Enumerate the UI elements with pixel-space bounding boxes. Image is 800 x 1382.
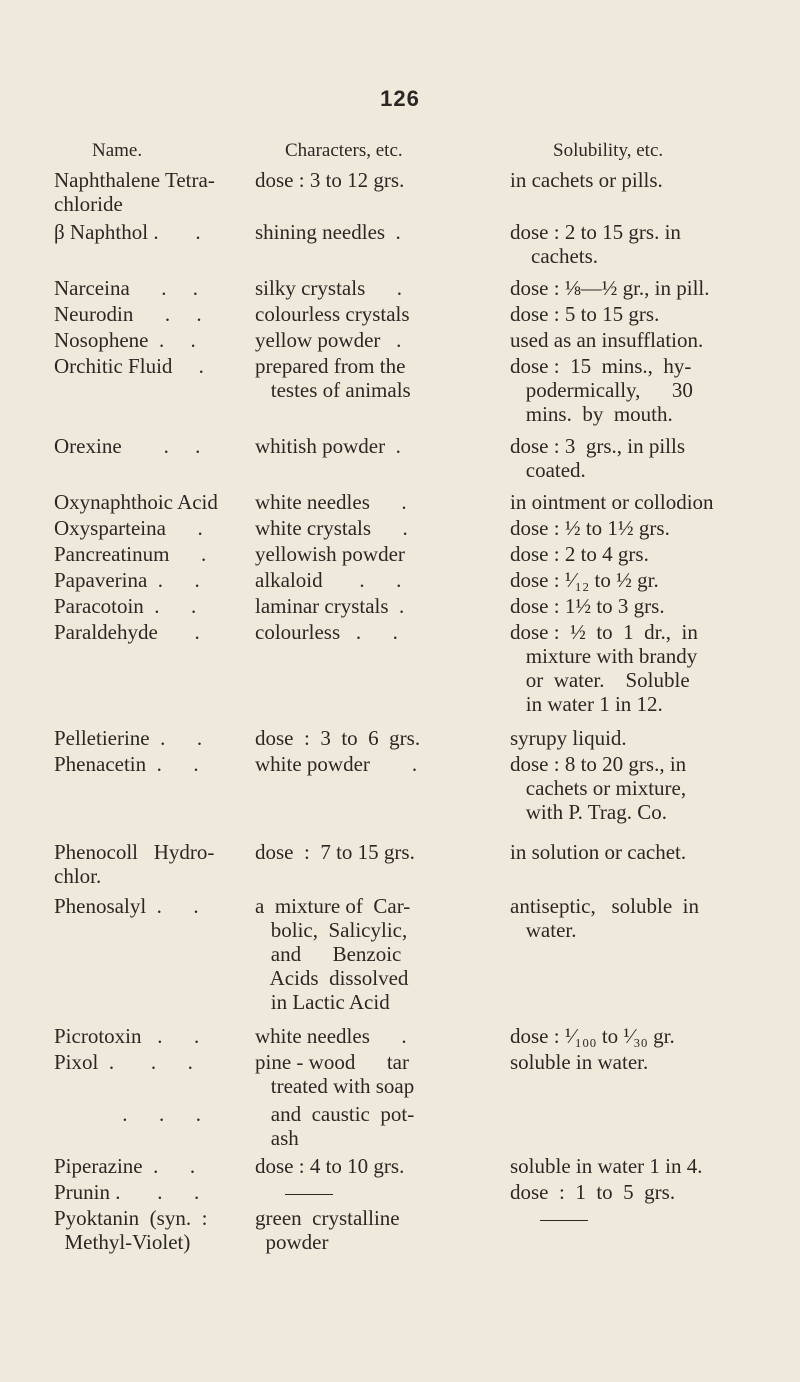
name-cell-line: Oxysparteina . xyxy=(54,516,203,540)
name-cell xyxy=(54,726,202,750)
table-row xyxy=(0,168,800,220)
characters-cell xyxy=(255,328,401,352)
characters-cell-line: bolic, Salicylic, xyxy=(255,918,408,942)
table-row xyxy=(0,1180,800,1206)
solubility-cell-line: dose : 1½ to 3 grs. xyxy=(510,594,665,618)
characters-cell xyxy=(255,542,405,566)
characters-cell-line: yellowish powder xyxy=(255,542,405,566)
characters-cell-line: white powder . xyxy=(255,752,418,776)
name-cell xyxy=(54,168,215,216)
solubility-cell-line: dose : 1 to 5 grs. xyxy=(510,1180,676,1204)
characters-cell xyxy=(255,1180,333,1204)
solubility-cell-line: in solution or cachet. xyxy=(510,840,687,864)
characters-cell-line: colourless crystals xyxy=(255,302,410,326)
name-cell xyxy=(54,894,199,918)
characters-cell-line: and caustic pot- xyxy=(255,1102,415,1126)
solubility-cell-line: in cachets or pills. xyxy=(510,168,663,192)
name-cell-line: Prunin . . . xyxy=(54,1180,200,1204)
name-cell-line: Paracotoin . . xyxy=(54,594,197,618)
name-cell-line: Pyoktanin (syn. : xyxy=(54,1206,208,1230)
name-cell-line: Phenacetin . . xyxy=(54,752,199,776)
solubility-cell-line: dose : 8 to 20 grs., in xyxy=(510,752,687,776)
characters-cell-line: testes of animals xyxy=(255,378,411,402)
solubility-cell xyxy=(510,1154,702,1178)
name-cell xyxy=(54,516,203,540)
characters-cell-line: prepared from the xyxy=(255,354,406,378)
table-row xyxy=(0,594,800,620)
table-row xyxy=(0,620,800,726)
characters-cell xyxy=(255,302,410,326)
name-cell-line: . . . xyxy=(54,1102,201,1126)
table-row xyxy=(0,1154,800,1180)
table-row xyxy=(0,752,800,840)
table-row xyxy=(0,490,800,516)
name-cell xyxy=(54,1154,195,1178)
solubility-cell xyxy=(510,620,698,716)
name-cell xyxy=(54,434,200,458)
name-cell xyxy=(54,220,201,244)
table-row xyxy=(0,302,800,328)
name-cell xyxy=(54,490,218,514)
characters-cell xyxy=(255,620,398,644)
name-cell xyxy=(54,542,206,566)
solubility-cell xyxy=(510,168,663,192)
name-cell xyxy=(54,568,200,592)
table-row xyxy=(0,568,800,594)
solubility-cell-line: used as an insufflation. xyxy=(510,328,704,352)
name-cell-line: Pancreatinum . xyxy=(54,542,207,566)
solubility-cell xyxy=(510,594,665,618)
solubility-cell-line: dose : ⅛—½ gr., in pill. xyxy=(510,276,710,300)
name-cell-line: Naphthalene Tetra- xyxy=(54,168,215,192)
solubility-cell-line: or water. Soluble xyxy=(510,668,690,692)
solubility-cell-line: mins. by mouth. xyxy=(510,402,673,426)
name-cell-line: Methyl-Violet) xyxy=(54,1230,191,1254)
table-row xyxy=(0,1102,800,1154)
table-row xyxy=(0,434,800,490)
characters-cell xyxy=(255,1050,414,1098)
characters-cell-line: shining needles . xyxy=(255,220,401,244)
characters-cell-line: and Benzoic xyxy=(255,942,402,966)
characters-cell xyxy=(255,168,404,192)
solubility-cell xyxy=(510,1050,648,1074)
name-cell xyxy=(54,302,202,326)
solubility-cell-line: cachets. xyxy=(510,244,599,268)
name-cell xyxy=(54,594,196,618)
solubility-cell-line: cachets or mixture, xyxy=(510,776,687,800)
name-cell-line: Orexine . . xyxy=(54,434,201,458)
solubility-cell-line: water. xyxy=(510,918,577,942)
name-cell-line: Papaverina . . xyxy=(54,568,200,592)
characters-cell-line: alkaloid . . xyxy=(255,568,402,592)
solubility-cell-line: dose : 3 grs., in pills xyxy=(510,434,686,458)
name-cell-line: Phenocoll Hydro- xyxy=(54,840,215,864)
name-cell xyxy=(54,1180,199,1204)
solubility-cell-line: syrupy liquid. xyxy=(510,726,627,750)
characters-cell-line: colourless . . xyxy=(255,620,398,644)
dash-rule xyxy=(540,1220,588,1221)
name-cell-line: chloride xyxy=(54,192,123,216)
solubility-cell-line: coated. xyxy=(510,458,586,482)
name-cell-line: Phenosalyl . . xyxy=(54,894,199,918)
column-header-name: Name. xyxy=(92,140,143,161)
name-cell xyxy=(54,354,204,378)
solubility-cell xyxy=(510,276,710,300)
table-row xyxy=(0,894,800,1024)
column-header-characters: Characters, etc. xyxy=(285,140,403,161)
characters-cell xyxy=(255,1154,404,1178)
dash-rule xyxy=(285,1194,333,1195)
characters-cell xyxy=(255,490,407,514)
table-row xyxy=(0,726,800,752)
characters-cell-line: a mixture of Car- xyxy=(255,894,411,918)
characters-cell xyxy=(255,894,410,1014)
name-cell xyxy=(54,328,196,352)
table-row xyxy=(0,354,800,434)
characters-cell xyxy=(255,1024,407,1048)
table-row xyxy=(0,1024,800,1050)
solubility-cell xyxy=(510,894,699,942)
table-row xyxy=(0,840,800,894)
solubility-cell xyxy=(510,752,686,824)
solubility-cell-line: dose : ½ to 1½ grs. xyxy=(510,516,670,540)
solubility-cell xyxy=(510,1024,675,1048)
characters-cell xyxy=(255,594,404,618)
solubility-cell-line: in ointment or collodion xyxy=(510,490,714,514)
solubility-cell-line: dose : 15 mins., hy- xyxy=(510,354,692,378)
name-cell xyxy=(54,620,200,644)
characters-cell xyxy=(255,840,415,864)
solubility-cell xyxy=(510,516,670,540)
solubility-cell-line: soluble in water 1 in 4. xyxy=(510,1154,703,1178)
solubility-cell-line: soluble in water. xyxy=(510,1050,649,1074)
column-header-solubility: Solubility, etc. xyxy=(553,140,664,161)
table-row xyxy=(0,1206,800,1260)
characters-cell xyxy=(255,1102,414,1150)
solubility-cell xyxy=(510,568,659,592)
characters-cell-line: dose : 3 to 12 grs. xyxy=(255,168,405,192)
solubility-cell-line: dose : ¹⁄₁₀₀ to ¹⁄₃₀ gr. xyxy=(510,1024,675,1048)
solubility-cell xyxy=(510,434,685,482)
characters-cell-line: yellow powder . xyxy=(255,328,402,352)
table-row xyxy=(0,220,800,276)
characters-cell-line: laminar crystals . xyxy=(255,594,405,618)
characters-cell xyxy=(255,516,408,540)
table-row xyxy=(0,328,800,354)
characters-cell-line: pine - wood tar xyxy=(255,1050,409,1074)
solubility-cell xyxy=(510,726,627,750)
solubility-cell xyxy=(510,1180,675,1204)
characters-cell xyxy=(255,752,417,776)
characters-cell-line: silky crystals . xyxy=(255,276,402,300)
name-cell-line: Oxynaphthoic Acid xyxy=(54,490,218,514)
name-cell-line: β Naphthol . . xyxy=(54,220,201,244)
name-cell xyxy=(54,1050,193,1074)
solubility-cell-line: with P. Trag. Co. xyxy=(510,800,667,824)
solubility-cell xyxy=(510,302,659,326)
solubility-cell xyxy=(510,220,681,268)
name-cell-line: Picrotoxin . . xyxy=(54,1024,200,1048)
name-cell-line: Paraldehyde . xyxy=(54,620,200,644)
name-cell xyxy=(54,1024,199,1048)
name-cell-line: Nosophene . . xyxy=(54,328,196,352)
characters-cell-line: whitish powder . xyxy=(255,434,401,458)
name-cell-line: Neurodin . . xyxy=(54,302,202,326)
solubility-cell-line: in water 1 in 12. xyxy=(510,692,663,716)
characters-cell xyxy=(255,276,402,300)
characters-cell xyxy=(255,726,420,750)
table-row xyxy=(0,516,800,542)
characters-cell-line: in Lactic Acid xyxy=(255,990,390,1014)
name-cell-line: Narceina . . xyxy=(54,276,199,300)
solubility-cell-line: podermically, 30 xyxy=(510,378,693,402)
solubility-cell xyxy=(510,542,649,566)
page-number: 126 xyxy=(380,86,420,111)
solubility-cell-line: dose : 2 to 15 grs. in xyxy=(510,220,681,244)
table-row xyxy=(0,542,800,568)
name-cell xyxy=(54,752,199,776)
characters-cell-line: white crystals . xyxy=(255,516,408,540)
solubility-cell xyxy=(510,354,693,426)
name-cell-line: chlor. xyxy=(54,864,102,888)
solubility-cell-line: dose : ½ to 1 dr., in xyxy=(510,620,698,644)
characters-cell-line: dose : 3 to 6 grs. xyxy=(255,726,421,750)
characters-cell-line: dose : 7 to 15 grs. xyxy=(255,840,415,864)
characters-cell xyxy=(255,354,411,402)
characters-cell-line: green crystalline xyxy=(255,1206,400,1230)
characters-cell-line: treated with soap xyxy=(255,1074,415,1098)
name-cell-line: Pixol . . . xyxy=(54,1050,193,1074)
name-cell xyxy=(54,1102,201,1126)
name-cell-line: Piperazine . . xyxy=(54,1154,196,1178)
table-row xyxy=(0,276,800,302)
characters-cell-line: ash xyxy=(255,1126,299,1150)
characters-cell-line: white needles . xyxy=(255,1024,407,1048)
name-cell-line: Pelletierine . . xyxy=(54,726,203,750)
characters-cell-line: white needles . xyxy=(255,490,407,514)
name-cell xyxy=(54,1206,207,1254)
characters-cell-line: powder xyxy=(255,1230,329,1254)
solubility-cell-line: antiseptic, soluble in xyxy=(510,894,699,918)
characters-cell-line: dose : 4 to 10 grs. xyxy=(255,1154,405,1178)
solubility-cell xyxy=(510,490,714,514)
characters-cell xyxy=(255,434,401,458)
solubility-cell xyxy=(510,840,686,864)
characters-cell-line: Acids dissolved xyxy=(255,966,409,990)
solubility-cell xyxy=(510,328,703,352)
table-row xyxy=(0,1050,800,1102)
drug-table xyxy=(0,168,800,1260)
solubility-cell-line: dose : 5 to 15 grs. xyxy=(510,302,660,326)
characters-cell xyxy=(255,1206,400,1254)
solubility-cell-line: mixture with brandy xyxy=(510,644,698,668)
solubility-cell xyxy=(510,1206,588,1230)
name-cell-line: Orchitic Fluid . xyxy=(54,354,204,378)
solubility-cell-line: dose : 2 to 4 grs. xyxy=(510,542,649,566)
name-cell xyxy=(54,840,214,888)
solubility-cell-line: dose : ¹⁄₁₂ to ½ gr. xyxy=(510,568,659,592)
characters-cell xyxy=(255,220,401,244)
name-cell xyxy=(54,276,198,300)
characters-cell xyxy=(255,568,401,592)
